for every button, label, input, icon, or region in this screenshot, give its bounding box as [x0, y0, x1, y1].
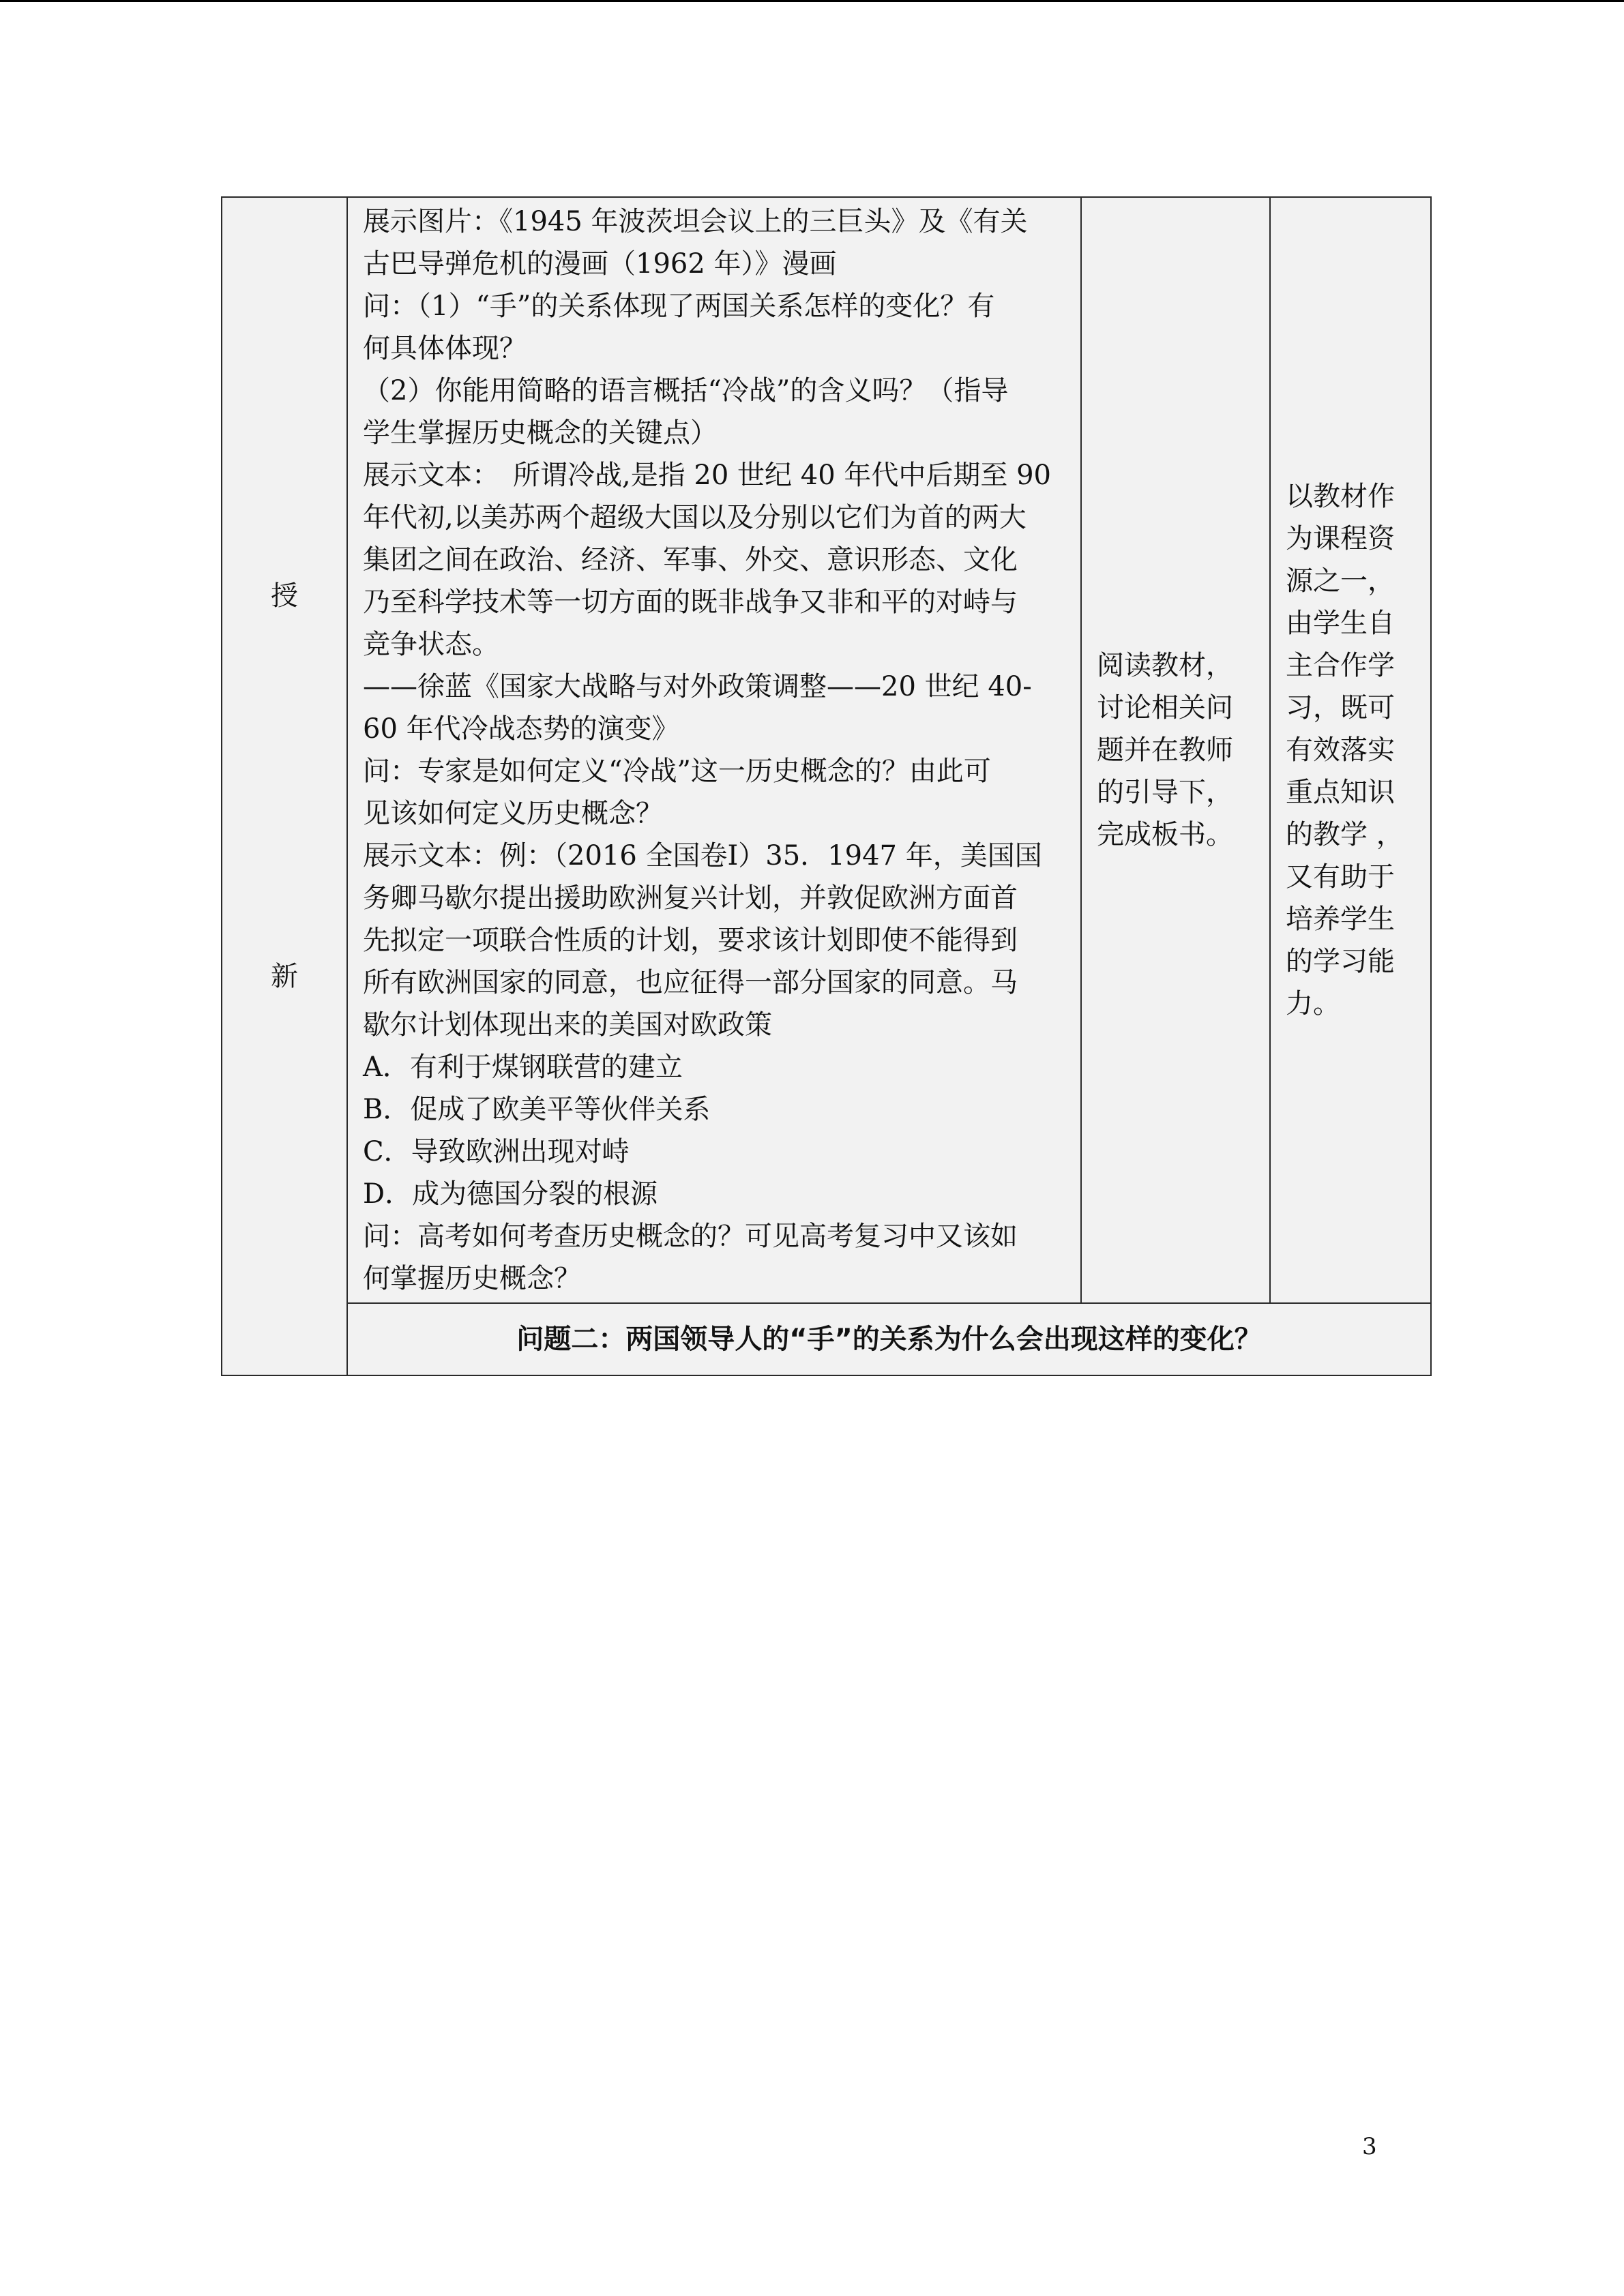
design-intent-line: 以教材作 [1286, 481, 1395, 512]
teacher-activity-line: 展示图片：《1945 年波茨坦会议上的三巨头》及《有关 [363, 206, 1028, 237]
teacher-activity-line: C．导致欧洲出现对峙 [363, 1136, 630, 1167]
teacher-activity-line: B．促成了欧美平等伙伴关系 [363, 1094, 711, 1125]
teacher-activity-line: 何具体体现？ [363, 333, 527, 364]
design-intent-line: 重点知识 [1286, 777, 1395, 808]
design-intent-line: 的学习能 [1286, 946, 1395, 977]
student-activity-cell [1081, 197, 1270, 1303]
page-number: 3 [1362, 2133, 1377, 2160]
teacher-activity-line: 60 年代冷战态势的演变》 [363, 713, 679, 745]
teacher-activity-line: 展示文本： 所谓冷战,是指 20 世纪 40 年代中后期至 90 [363, 460, 1051, 491]
design-intent-cell [1270, 197, 1431, 1303]
teacher-activity-line: 乃至科学技术等一切方面的既非战争又非和平的对峙与 [363, 586, 1018, 618]
design-intent-line: 又有助于 [1286, 861, 1395, 893]
teacher-activity-text [348, 199, 1080, 1301]
question-two-cell: 问题二：两国领导人的“手”的关系为什么会出现这样的变化？ [347, 1303, 1431, 1375]
design-intent-line: 主合作学 [1286, 650, 1395, 681]
teacher-activity-line: 何掌握历史概念？ [363, 1263, 581, 1294]
teacher-activity-cell [347, 197, 1081, 1303]
design-intent-line: 有效落实 [1286, 734, 1395, 766]
design-intent-line: 的教学 ， [1286, 819, 1404, 850]
page-top-border [0, 0, 1624, 2]
student-activity-line: 讨论相关问 [1097, 692, 1233, 724]
student-activity-line: 阅读教材， [1097, 650, 1233, 681]
design-intent-line: 习，既可 [1286, 692, 1395, 724]
teacher-activity-line: A．有利于煤钢联营的建立 [363, 1052, 683, 1083]
student-activity-line: 的引导下， [1097, 777, 1233, 808]
teacher-activity-line: 所有欧洲国家的同意，也应征得一部分国家的同意。马 [363, 967, 1018, 998]
teacher-activity-line: 竞争状态。 [363, 629, 499, 660]
stage-label-char: 授 [271, 580, 298, 612]
teacher-activity-line: 问：专家是如何定义“冷战”这一历史概念的？由此可 [363, 756, 991, 787]
teacher-activity-line: 年代初,以美苏两个超级大国以及分别以它们为首的两大 [363, 502, 1027, 533]
teacher-activity-line: 展示文本：例：（2016 全国卷Ⅰ）35．1947 年，美国国 [363, 840, 1042, 871]
teacher-activity-line: 歇尔计划体现出来的美国对欧政策 [363, 1009, 772, 1041]
student-activity-line: 题并在教师 [1097, 734, 1233, 766]
teacher-activity-line: 问：高考如何考查历史概念的？可见高考复习中又该如 [363, 1221, 1018, 1252]
stage-label-char: 新 [271, 961, 298, 992]
design-intent-line: 培养学生 [1286, 904, 1395, 935]
design-intent-line: 为课程资 [1286, 523, 1395, 554]
teacher-activity-line: 问：（1）“手”的关系体现了两国关系怎样的变化？有 [363, 290, 995, 322]
teacher-activity-line: 集团之间在政治、经济、军事、外交、意识形态、文化 [363, 544, 1018, 576]
design-intent-text [1271, 475, 1430, 1025]
teacher-activity-line: （2）你能用简略的语言概括“冷战”的含义吗？（指导 [363, 375, 1009, 406]
lesson-row [222, 197, 1431, 1303]
teacher-activity-line: 学生掌握历史概念的关键点） [363, 417, 718, 449]
student-activity-text [1082, 644, 1269, 856]
design-intent-line: 由学生自 [1286, 608, 1395, 639]
teacher-activity-line: 务卿马歇尔提出援助欧洲复兴计划，并敦促欧洲方面首 [363, 882, 1018, 914]
lesson-plan-table [221, 196, 1432, 1376]
teacher-activity-line: ——徐蓝《国家大战略与对外政策调整——20 世纪 40- [363, 671, 1032, 702]
design-intent-line: 源之一， [1286, 565, 1395, 597]
teacher-activity-line: 见该如何定义历史概念？ [363, 798, 663, 829]
student-activity-line: 完成板书。 [1097, 819, 1233, 850]
design-intent-line: 力。 [1286, 988, 1340, 1019]
teacher-activity-line: D．成为德国分裂的根源 [363, 1178, 658, 1210]
question-two-row [222, 1303, 1431, 1375]
teacher-activity-line: 古巴导弹危机的漫画（1962 年）》漫画 [363, 248, 837, 280]
stage-cell [222, 197, 347, 1375]
teacher-activity-line: 先拟定一项联合性质的计划，要求该计划即使不能得到 [363, 925, 1018, 956]
